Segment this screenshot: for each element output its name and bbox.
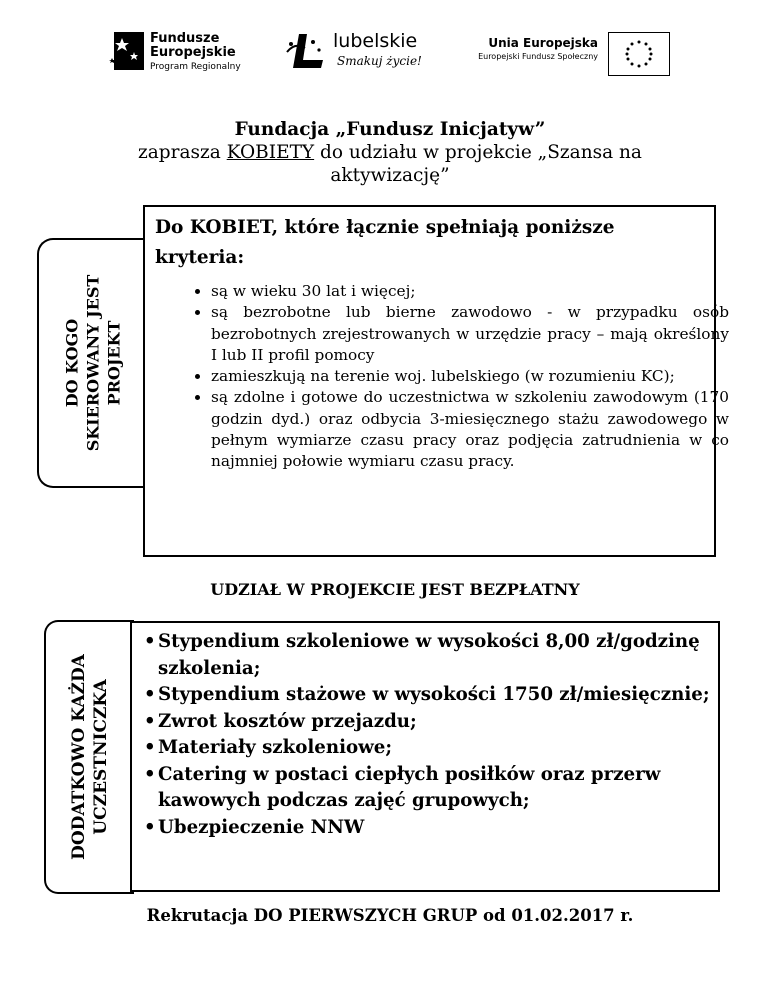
invite-pre: zaprasza xyxy=(138,142,227,163)
fundusze-europejskie-logo xyxy=(108,26,258,80)
fe-line1: Fundusze xyxy=(150,31,220,46)
ue-name: Unia Europejska xyxy=(488,36,598,50)
bullet: • xyxy=(144,684,156,705)
ue-sub: Europejski Fundusz Społeczny xyxy=(478,51,598,61)
benefit-text: Zwrot kosztów przejazdu; xyxy=(158,710,417,732)
lubelskie-name: lubelskie xyxy=(333,30,418,52)
benefit-item xyxy=(144,709,714,736)
organization-name: Fundacja „Fundusz Inicjatyw” xyxy=(234,119,546,140)
benefits-box xyxy=(130,621,720,892)
benefit-text: Catering w postaci ciepłych posiłków oraz przerw kawowych podczas zajęć grupowych; xyxy=(158,763,661,811)
invitation-heading xyxy=(100,118,680,187)
benefit-text: Stypendium stażowe w wysokości 1750 zł/miesięcznie; xyxy=(158,684,710,705)
lubelskie-mark-icon xyxy=(285,30,335,72)
bullet: • xyxy=(144,710,156,732)
benefits-tab xyxy=(44,620,134,894)
benefits-tab-label xyxy=(68,654,112,860)
benefit-text: Ubezpieczenie NNW xyxy=(158,816,365,838)
benefit-item xyxy=(144,682,714,709)
benefits-tab-line2: UCZESTNICZKA xyxy=(91,679,111,835)
criteria-list xyxy=(185,281,729,473)
lubelskie-slogan: Smakuj życie! xyxy=(337,54,422,68)
benefit-item xyxy=(144,735,714,762)
criteria-item: • są zdolne i gotowe do uczestnictwa w szkoleniu zawodowym (170 godzin dyd.) oraz odbycia 3-miesięcznego stażu zawodowego w pełnym wymiarze czasu pracy oraz podjęcia zatrudnienia w co najmniej połowie wymiaru czasu pracy. xyxy=(211,387,729,472)
criteria-item: • są bezrobotne lub bierne zawodowo - w przypadku osób bezrobotnych zrejestrowanych w urzędzie pracy – mają określony I lub II profil pomocy xyxy=(211,302,729,366)
benefits-list xyxy=(144,629,714,841)
benefit-text: Materiały szkoleniowe; xyxy=(158,737,393,758)
target-group-tab-label xyxy=(62,275,125,452)
criteria-item: • zamieszkują na terenie woj. lubelskiego (w rozumieniu KC); xyxy=(211,366,729,387)
lubelskie-logo xyxy=(285,26,435,80)
recruitment-date: Rekrutacja DO PIERWSZYCH GRUP od 01.02.2017 r. xyxy=(146,906,634,925)
benefit-text: Stypendium szkoleniowe w wysokości 8,00 zł/godzinę szkolenia; xyxy=(158,631,700,679)
criteria-title: Do KOBIET, które łącznie spełniają poniższe kryteria: xyxy=(155,217,615,268)
invite-post: do udziału w projekcie „Szansa na aktywizację” xyxy=(314,142,642,186)
bullet: • xyxy=(144,816,156,838)
ue-logo-text xyxy=(478,36,598,62)
benefit-item xyxy=(144,762,714,815)
bullet: • xyxy=(144,737,156,758)
target-tab-line1: DO KOGO xyxy=(62,318,82,408)
bullet: • xyxy=(144,763,156,785)
bullet: • xyxy=(144,631,156,652)
benefit-item xyxy=(144,815,714,842)
eu-flag-icon xyxy=(608,32,670,76)
lubelskie-logo-text xyxy=(333,32,422,67)
invite-target: KOBIETY xyxy=(226,142,315,163)
fe-logo-text xyxy=(150,32,241,72)
target-criteria-box xyxy=(143,205,729,557)
fe-line3: Program Regionalny xyxy=(150,61,241,72)
target-tab-line3: PROJEKT xyxy=(104,320,124,406)
benefit-item xyxy=(144,629,714,682)
unia-europejska-logo xyxy=(460,32,670,82)
criteria-item: • są w wieku 30 lat i więcej; xyxy=(211,281,729,302)
benefits-tab-line1: DODATKOWO KAŻDA xyxy=(69,654,89,860)
fe-star-mark-icon xyxy=(108,28,148,72)
free-participation-notice: UDZIAŁ W PROJEKCIE JEST BEZPŁATNY xyxy=(210,580,580,599)
target-group-tab xyxy=(37,238,147,488)
fe-line2: Europejskie xyxy=(150,45,236,61)
target-tab-line2: SKIEROWANY JEST xyxy=(83,274,103,452)
logo-bar xyxy=(0,26,768,82)
